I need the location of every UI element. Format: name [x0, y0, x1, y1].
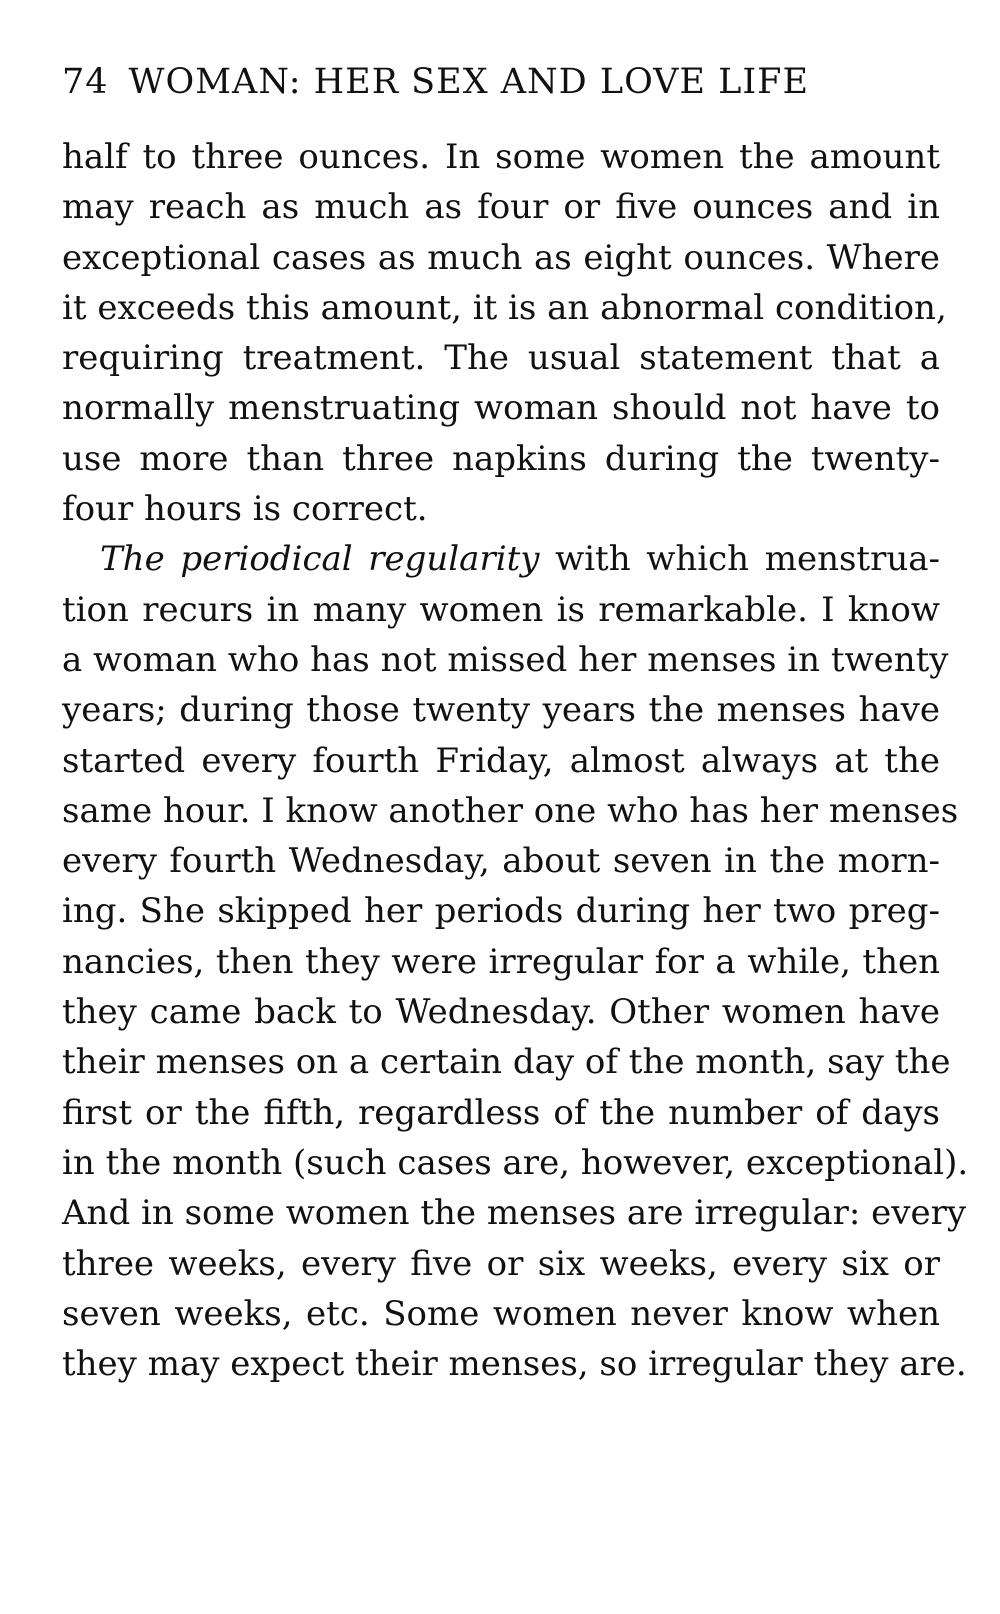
text-line: three weeks, every five or six weeks, every six or: [62, 1243, 940, 1284]
text-line: a woman who has not missed her menses in twenty: [62, 639, 949, 680]
text-line: same hour. I know another one who has her menses: [62, 790, 959, 831]
text-line: years; during those twenty years the menses have: [62, 690, 940, 731]
text-line: normally menstruating woman should not have to: [62, 388, 940, 429]
text-line: seven weeks, etc. Some women never know when: [62, 1293, 940, 1334]
italic-emphasis: The periodical regularity: [100, 539, 540, 580]
paragraph-1: [62, 132, 947, 534]
text-line-rest: with which menstrua-: [539, 539, 940, 580]
running-title: WOMAN: HER SEX AND LOVE LIFE: [128, 62, 810, 102]
book-page: [62, 58, 969, 1389]
paragraph-2: [62, 534, 969, 1389]
text-line: first or the fifth, regardless of the number of days: [62, 1092, 940, 1133]
text-line: requiring treatment. The usual statement that a: [62, 338, 940, 379]
text-line: exceptional cases as much as eight ounces. Where: [62, 237, 940, 278]
text-line: ing. She skipped her periods during her two preg-: [62, 891, 940, 932]
text-line: And in some women the menses are irregular: every: [62, 1193, 967, 1234]
text-line: they may expect their menses, so irregular they are.: [62, 1344, 967, 1385]
text-line: in the month (such cases are, however, exceptional).: [62, 1142, 969, 1183]
text-line: their menses on a certain day of the month, say the: [62, 1042, 951, 1083]
page-number: 74: [62, 62, 109, 102]
text-line: half to three ounces. In some women the amount: [62, 137, 940, 177]
text-line: may reach as much as four or five ounces and in: [62, 187, 940, 228]
text-line: tion recurs in many women is remarkable. I know: [62, 589, 940, 630]
text-line: nancies, then they were irregular for a while, then: [62, 941, 940, 982]
text-line: it exceeds this amount, it is an abnormal condition,: [62, 287, 947, 328]
text-line: use more than three napkins during the twenty-: [62, 438, 940, 479]
text-line: started every fourth Friday, almost always at the: [62, 740, 940, 781]
text-line: they came back to Wednesday. Other women have: [62, 992, 940, 1033]
running-header: [62, 58, 940, 132]
text-line-first: [62, 534, 940, 584]
text-line: four hours is correct.: [62, 489, 428, 530]
text-line: every fourth Wednesday, about seven in the morn-: [62, 841, 940, 882]
